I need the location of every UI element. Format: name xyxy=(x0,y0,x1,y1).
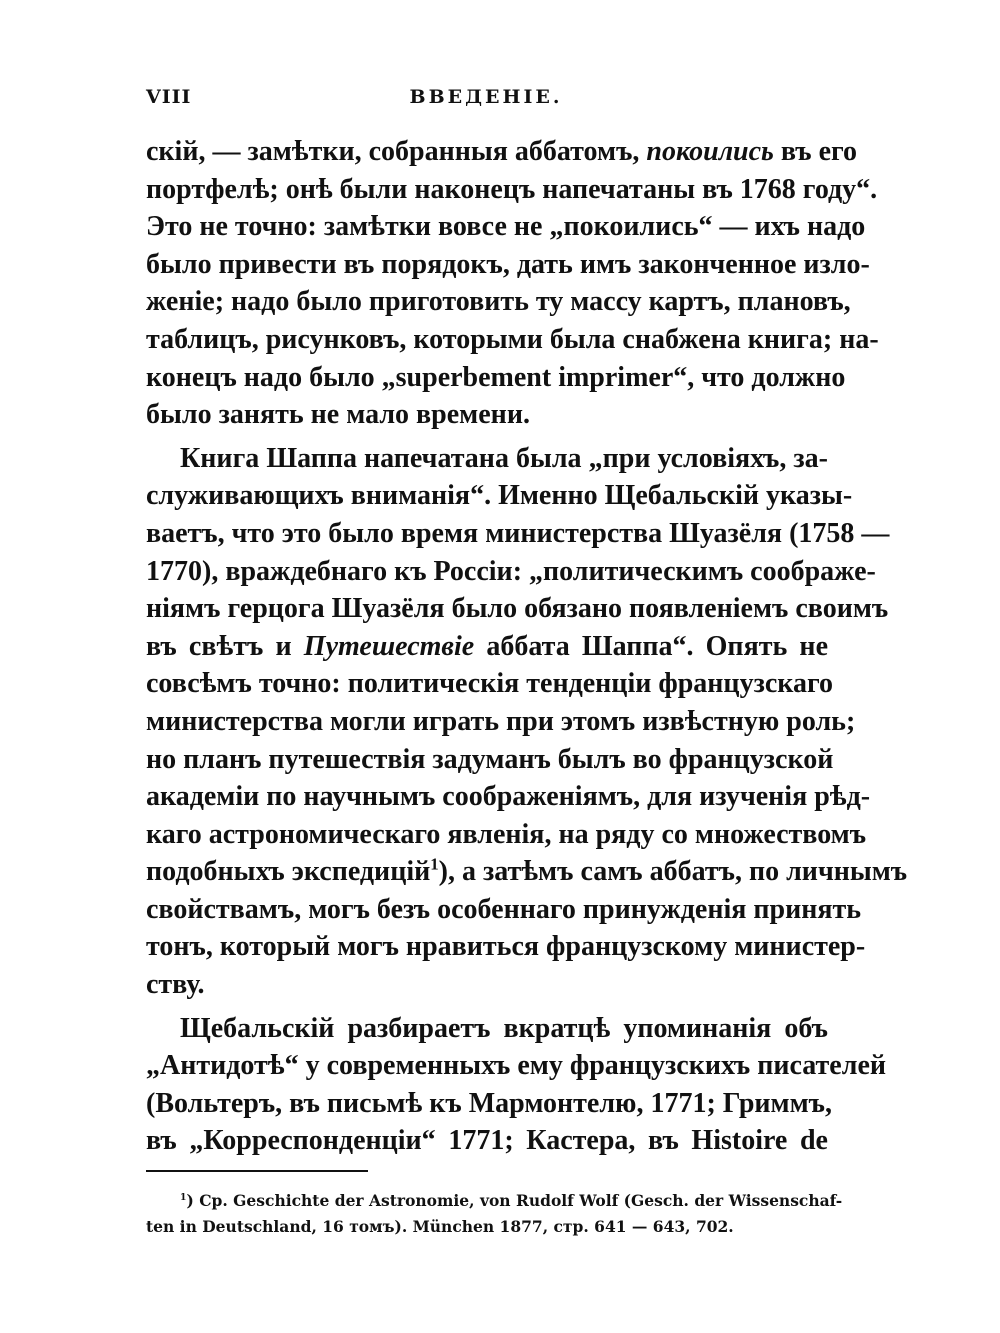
chapter-title: ВВЕДЕНІЕ. xyxy=(409,86,563,108)
italic-text: Путешествіе xyxy=(303,630,475,662)
text-line xyxy=(146,853,908,891)
footnote-ref: 1 xyxy=(430,854,439,874)
text-line: (Вольтеръ, въ письмѣ къ Мармонтелю, 1771; Гриммъ, xyxy=(146,1087,832,1119)
text-line: Книга Шаппа напечатана была „при условіяхъ, за- xyxy=(180,442,828,474)
text-line: министерства могли играть при этомъ извѣстную роль; xyxy=(146,705,856,737)
text-line: конецъ надо было „superbement imprimer“, что должно xyxy=(146,361,846,393)
text-fragment: подобныхъ экспедицій xyxy=(146,856,431,888)
body-text xyxy=(146,133,908,1160)
footnote-line xyxy=(146,1188,843,1214)
footnote-text: ) Cp. Geschichte der Astronomie, von Rudolf Wolf (Gesch. der Wissenschaf- xyxy=(186,1191,843,1210)
text-line: въ „Корреспонденціи“ 1771; Кастера, въ Histoire de xyxy=(146,1125,828,1157)
text-line: ству. xyxy=(146,969,205,1001)
text-line: въ свѣтъ и Путешествіе аббата Шаппа“. Опять не xyxy=(146,630,828,662)
text-line: таблицъ, рисунковъ, которыми была снабжена книга; на- xyxy=(146,323,879,355)
italic-text: покоились xyxy=(646,136,774,167)
text-line: каго астрономическаго явленія, на ряду со множествомъ xyxy=(146,818,867,850)
text-line: скій, — замѣтки, собранныя аббатомъ, покоились въ его xyxy=(146,136,858,167)
footnote-line: ten in Deutschland, 16 томъ). München 1877, стр. 641 — 643, 702. xyxy=(146,1217,734,1236)
page-number: VIII xyxy=(146,86,192,108)
text-line: но планъ путешествія задуманъ былъ во французской xyxy=(146,743,834,775)
running-head xyxy=(146,86,826,116)
text-line: ваетъ, что это было время министерства Шуазёля (1758 — xyxy=(146,517,890,549)
footnote-marker: 1 xyxy=(180,1191,187,1203)
text-line: ніямъ герцога Шуазёля было обязано появленіемъ своимъ xyxy=(146,593,889,625)
text-line: Щебальскій разбираетъ вкратцѣ упоминанія объ xyxy=(180,1012,828,1044)
text-line: портфелѣ; онѣ были наконецъ напечатаны въ 1768 году“. xyxy=(146,173,878,205)
text-fragment: ), а затѣмъ самъ аббатъ, по личнымъ xyxy=(438,856,908,888)
text-line: Это не точно: замѣтки вовсе не „покоились“ — ихъ надо xyxy=(146,211,866,243)
text-line: академіи по научнымъ соображеніямъ, для изученія рѣд- xyxy=(146,781,871,813)
text-line: было занять не мало времени. xyxy=(146,399,530,431)
text-line: 1770), враждебнаго къ Россіи: „политическимъ соображе- xyxy=(146,555,876,587)
text-line: свойствамъ, могъ безъ особеннаго принужденія принять xyxy=(146,893,862,925)
text-line: служивающихъ вниманія“. Именно Щебальскій указы- xyxy=(146,480,853,512)
footnote-rule xyxy=(146,1170,368,1172)
text-line: тонъ, который могъ нравиться французскому министер- xyxy=(146,931,866,963)
footnote xyxy=(146,1188,843,1240)
text-line: женіе; надо было приготовить ту массу картъ, плановъ, xyxy=(146,286,851,318)
text-line: совсѣмъ точно: политическія тенденціи французскаго xyxy=(146,668,833,700)
text-line: „Антидотѣ“ у современныхъ ему французскихъ писателей xyxy=(146,1050,887,1082)
text-line: было привести въ порядокъ, дать имъ законченное изло- xyxy=(146,248,870,280)
